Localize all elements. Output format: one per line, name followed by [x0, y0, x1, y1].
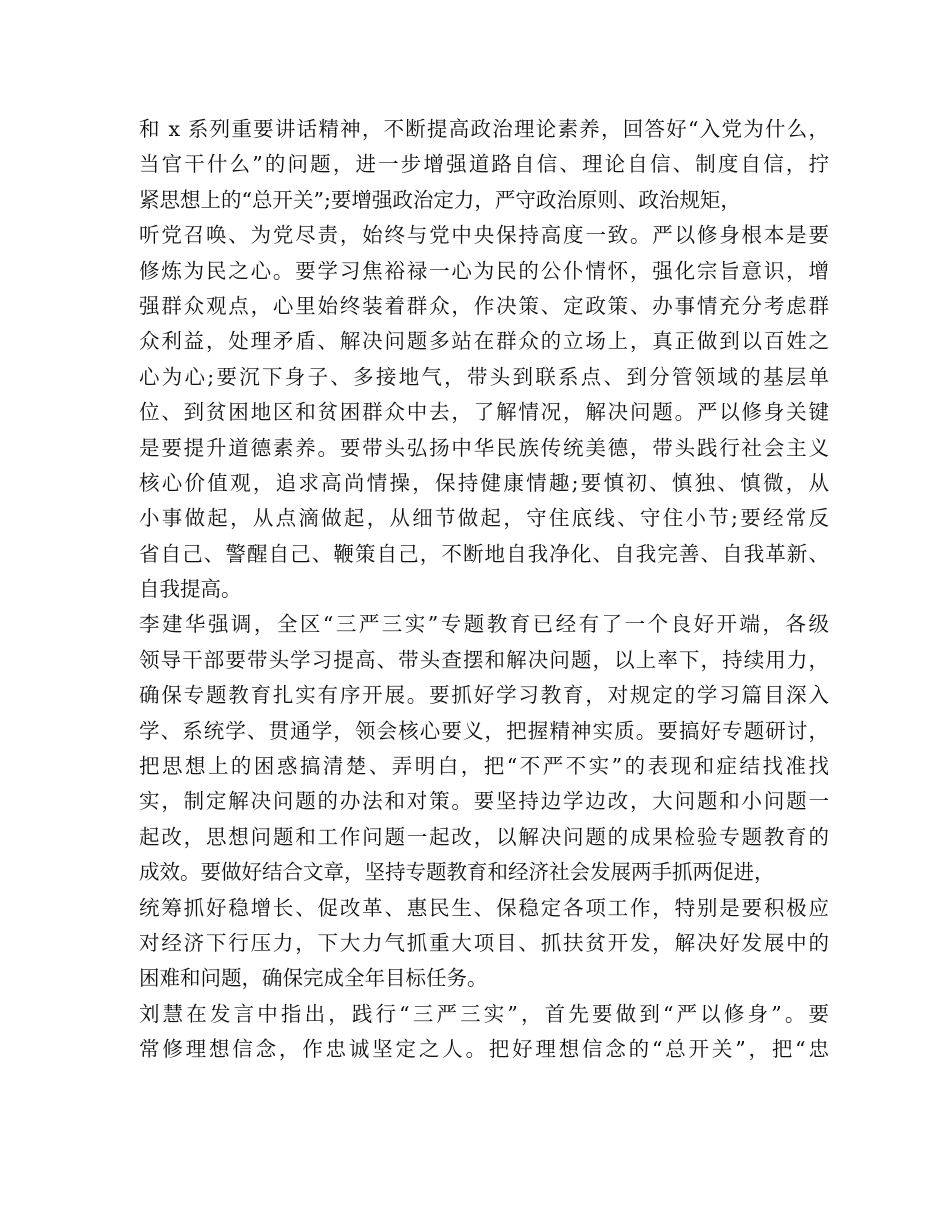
text-line: 省自己、警醒自己、鞭策自己，不断地自我净化、自我完善、自我革新、 — [139, 541, 829, 566]
text-line: 把思想上的困惑搞清楚、弄明白，把“不严不实”的表现和症结找准找 — [139, 754, 829, 779]
text-line: 起改，思想问题和工作问题一起改，以解决问题的成果检验专题教育的 — [139, 824, 829, 849]
text-line: 成效。要做好结合文章，坚持专题教育和经济社会发展两手抓两促进， — [139, 860, 775, 885]
text-line: 当官干什么”的问题，进一步增强道路自信、理论自信、制度自信，拧 — [139, 152, 829, 177]
text-line: 刘慧在发言中指出，践行“三严三实”，首先要做到“严以修身”。要 — [139, 1001, 829, 1026]
text-line: 强群众观点，心里始终装着群众，作决策、定政策、办事情充分考虑群 — [139, 293, 829, 318]
text-line: 紧思想上的“总开关”;要增强政治定力，严守政治原则、政治规矩， — [139, 187, 741, 212]
text-line: 听党召唤、为党尽责，始终与党中央保持高度一致。严以修身根本是要 — [139, 223, 829, 248]
text-line: 学、系统学、贯通学，领会核心要义，把握精神实质。要搞好专题研讨， — [139, 718, 829, 743]
text-line: 是要提升道德素养。要带头弘扬中华民族传统美德，带头践行社会主义 — [139, 435, 829, 460]
text-line: 心为心;要沉下身子、多接地气，带头到联系点、到分管领域的基层单 — [139, 364, 829, 389]
text-line: 对经济下行压力，下大力气抓重大项目、抓扶贫开发，解决好发展中的 — [139, 930, 829, 955]
text-line: 统筹抓好稳增长、促改革、惠民生、保稳定各项工作，特别是要积极应 — [139, 895, 829, 920]
text-line: 李建华强调，全区“三严三实”专题教育已经有了一个良好开端，各级 — [139, 612, 829, 637]
text-line: 领导干部要带头学习提高、带头查摆和解决问题，以上率下，持续用力， — [139, 647, 829, 672]
text-line: 确保专题教育扎实有序开展。要抓好学习教育，对规定的学习篇目深入 — [139, 683, 829, 708]
text-line: 修炼为民之心。要学习焦裕禄一心为民的公仆情怀，强化宗旨意识，增 — [139, 258, 829, 283]
text-line: 常修理想信念，作忠诚坚定之人。把好理想信念的“总开关”，把“忠 — [139, 1037, 829, 1062]
text-line: 众利益，处理矛盾、解决问题多站在群众的立场上，真正做到以百姓之 — [139, 329, 829, 354]
text-line: 实，制定解决问题的办法和对策。要坚持边学边改，大问题和小问题一 — [139, 789, 829, 814]
text-line: 自我提高。 — [139, 577, 242, 602]
document-text-body — [139, 112, 829, 1068]
text-line: 位、到贫困地区和贫困群众中去，了解情况，解决问题。严以修身关键 — [139, 400, 829, 425]
text-line: 小事做起，从点滴做起，从细节做起，守住底线、守住小节;要经常反 — [139, 506, 829, 531]
text-line: 困难和问题，确保完成全年目标任务。 — [139, 966, 488, 991]
text-line: 核心价值观，追求高尚情操，保持健康情趣;要慎初、慎独、慎微，从 — [139, 470, 829, 495]
text-line: 和 x 系列重要讲话精神，不断提高政治理论素养，回答好“入党为什么， — [139, 117, 829, 141]
